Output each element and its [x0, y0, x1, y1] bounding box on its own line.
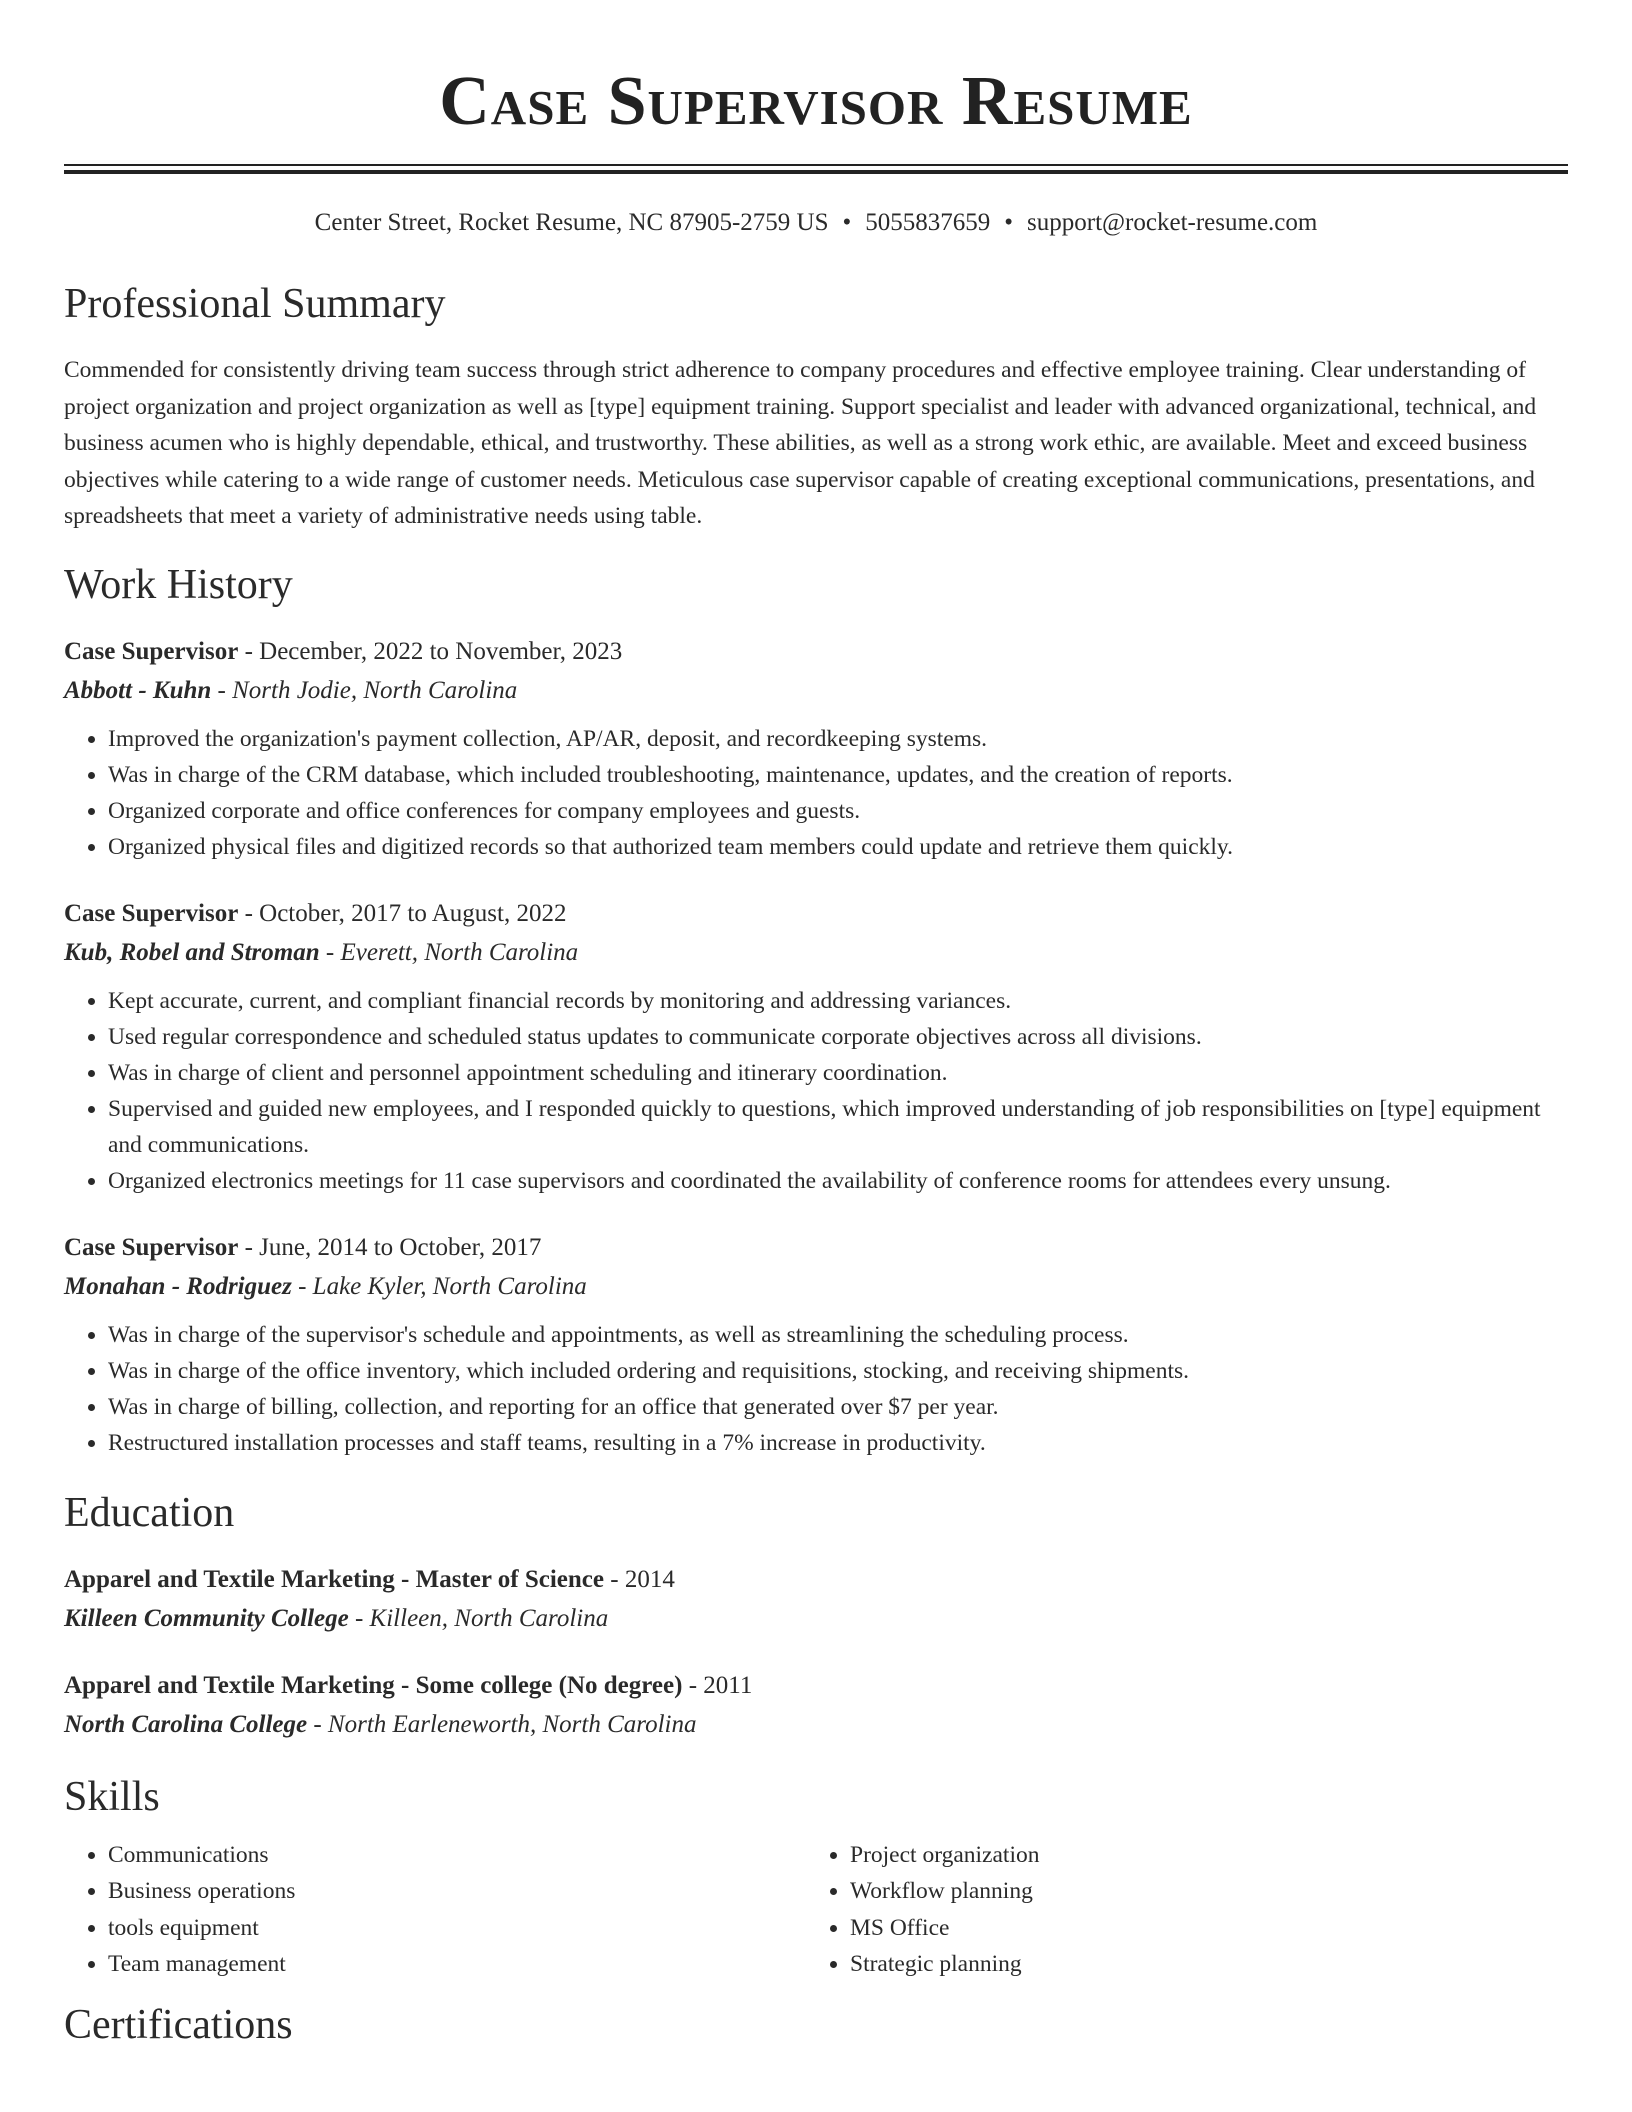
- job-title-line: [64, 895, 1568, 933]
- job-title-line: [64, 633, 1568, 671]
- job-bullet-list: [64, 721, 1568, 865]
- education-entry: [64, 1667, 1568, 1745]
- job-dates: - October, 2017 to August, 2022: [238, 899, 567, 927]
- summary-text: Commended for consistently driving team success through strict adherence to company procedures and effective employee training. Clear understanding of project organization and project organization as well as [type] equipment training. Support specialist and leader with advanced organizational, technical, and business acumen who is highly dependable, ethical, and trustworthy. These abilities, as well as a strong work ethic, are available. Meet and exceed business objectives while catering to a wide range of customer needs. Meticulous case supervisor capable of creating exceptional communications, presentations, and spreadsheets that meet a variety of administrative needs using table.: [64, 357, 1537, 529]
- section-heading-certifications: Certifications: [64, 2001, 293, 2048]
- skill-item: • Project organization: [850, 1837, 1548, 1874]
- job-company-line: [64, 671, 1568, 711]
- education-school-line: [64, 1599, 1568, 1639]
- job-title: Case Supervisor: [64, 899, 239, 927]
- job-dates: - December, 2022 to November, 2023: [238, 637, 623, 665]
- job-bullet: • Restructured installation processes and staff teams, resulting in a 7% increase in productivity.: [108, 1425, 1568, 1461]
- title-divider-thick: [64, 170, 1568, 174]
- job-entry: [64, 633, 1568, 865]
- job-entry: [64, 895, 1568, 1199]
- job-bullet: • Was in charge of the office inventory, which included ordering and requisitions, stocking, and receiving shipments.: [108, 1353, 1568, 1389]
- education-school: North Carolina College: [64, 1710, 308, 1738]
- job-company-line: [64, 933, 1568, 973]
- contact-email: support@rocket-resume.com: [1027, 209, 1318, 236]
- contact-phone: 5055837659: [865, 209, 991, 236]
- section-heading-skills: Skills: [64, 1773, 160, 1820]
- job-company-line: [64, 1267, 1568, 1307]
- education-year: - 2011: [682, 1671, 753, 1699]
- skill-item: • Team management: [108, 1946, 806, 1983]
- section-heading-work-history: Work History: [64, 561, 293, 608]
- job-bullet: • Supervised and guided new employees, and I responded quickly to questions, which improved understanding of job responsibilities on [type] equipment and communications.: [108, 1091, 1568, 1163]
- skill-item: • Communications: [108, 1837, 806, 1874]
- education-year: - 2014: [604, 1565, 675, 1593]
- education-location: - North Earleneworth, North Carolina: [307, 1710, 697, 1738]
- job-bullet-list: [64, 1317, 1568, 1461]
- job-company: Monahan - Rodriguez: [64, 1272, 292, 1300]
- job-bullet-list: [64, 983, 1568, 1199]
- job-entry: [64, 1229, 1568, 1461]
- job-company: Abbott - Kuhn: [64, 676, 212, 704]
- job-bullet: • Was in charge of the CRM database, which included troubleshooting, maintenance, updates, and the creation of reports.: [108, 757, 1568, 793]
- job-location: - Everett, North Carolina: [319, 938, 579, 966]
- job-bullet: • Was in charge of the supervisor's schedule and appointments, as well as streamlining the scheduling process.: [108, 1317, 1568, 1353]
- job-bullet: • Organized electronics meetings for 11 case supervisors and coordinated the availability of conference rooms for attendees every unsung.: [108, 1163, 1568, 1199]
- job-company: Kub, Robel and Stroman: [64, 938, 320, 966]
- education-school-line: [64, 1705, 1568, 1745]
- skill-item: • Strategic planning: [850, 1946, 1548, 1983]
- job-bullet: • Was in charge of billing, collection, and reporting for an office that generated over $7 per year.: [108, 1389, 1568, 1425]
- skill-item: • Workflow planning: [850, 1873, 1548, 1910]
- contact-address: Center Street, Rocket Resume, NC 87905-2759 US: [314, 209, 829, 236]
- education-entry: [64, 1561, 1568, 1639]
- job-bullet: • Organized physical files and digitized records so that authorized team members could update and retrieve them quickly.: [108, 829, 1568, 865]
- job-bullet: • Improved the organization's payment collection, AP/AR, deposit, and recordkeeping systems.: [108, 721, 1568, 757]
- skill-item: • MS Office: [850, 1910, 1548, 1947]
- skill-item: • tools equipment: [108, 1910, 806, 1947]
- section-heading-education: Education: [64, 1489, 235, 1536]
- title-divider-thin: [64, 164, 1568, 166]
- section-heading-summary: Professional Summary: [64, 281, 446, 327]
- contact-separator: •: [842, 209, 852, 236]
- job-dates: - June, 2014 to October, 2017: [238, 1233, 542, 1261]
- job-bullet: • Organized corporate and office conferences for company employees and guests.: [108, 793, 1568, 829]
- skills-grid: [64, 1837, 1568, 1983]
- skill-item: • Business operations: [108, 1873, 806, 1910]
- job-title: Case Supervisor: [64, 637, 239, 665]
- job-title-line: [64, 1229, 1568, 1267]
- education-degree-line: [64, 1561, 1568, 1599]
- education-degree-line: [64, 1667, 1568, 1705]
- skills-column-right: [806, 1837, 1548, 1983]
- contact-line: [64, 206, 1568, 240]
- job-bullet: • Used regular correspondence and scheduled status updates to communicate corporate objectives across all divisions.: [108, 1019, 1568, 1055]
- job-bullet: • Was in charge of client and personnel appointment scheduling and itinerary coordination.: [108, 1055, 1568, 1091]
- education-location: - Killeen, North Carolina: [348, 1604, 609, 1632]
- job-bullet: • Kept accurate, current, and compliant financial records by monitoring and addressing variances.: [108, 983, 1568, 1019]
- job-location: - North Jodie, North Carolina: [211, 676, 518, 704]
- job-location: - Lake Kyler, North Carolina: [291, 1272, 587, 1300]
- education-degree: Apparel and Textile Marketing - Master of Science: [64, 1565, 604, 1593]
- resume-title: Case Supervisor Resume: [439, 63, 1193, 140]
- job-title: Case Supervisor: [64, 1233, 239, 1261]
- education-degree: Apparel and Textile Marketing - Some college (No degree): [64, 1671, 683, 1699]
- education-school: Killeen Community College: [64, 1604, 349, 1632]
- contact-separator: •: [1004, 209, 1014, 236]
- skills-column-left: [64, 1837, 806, 1983]
